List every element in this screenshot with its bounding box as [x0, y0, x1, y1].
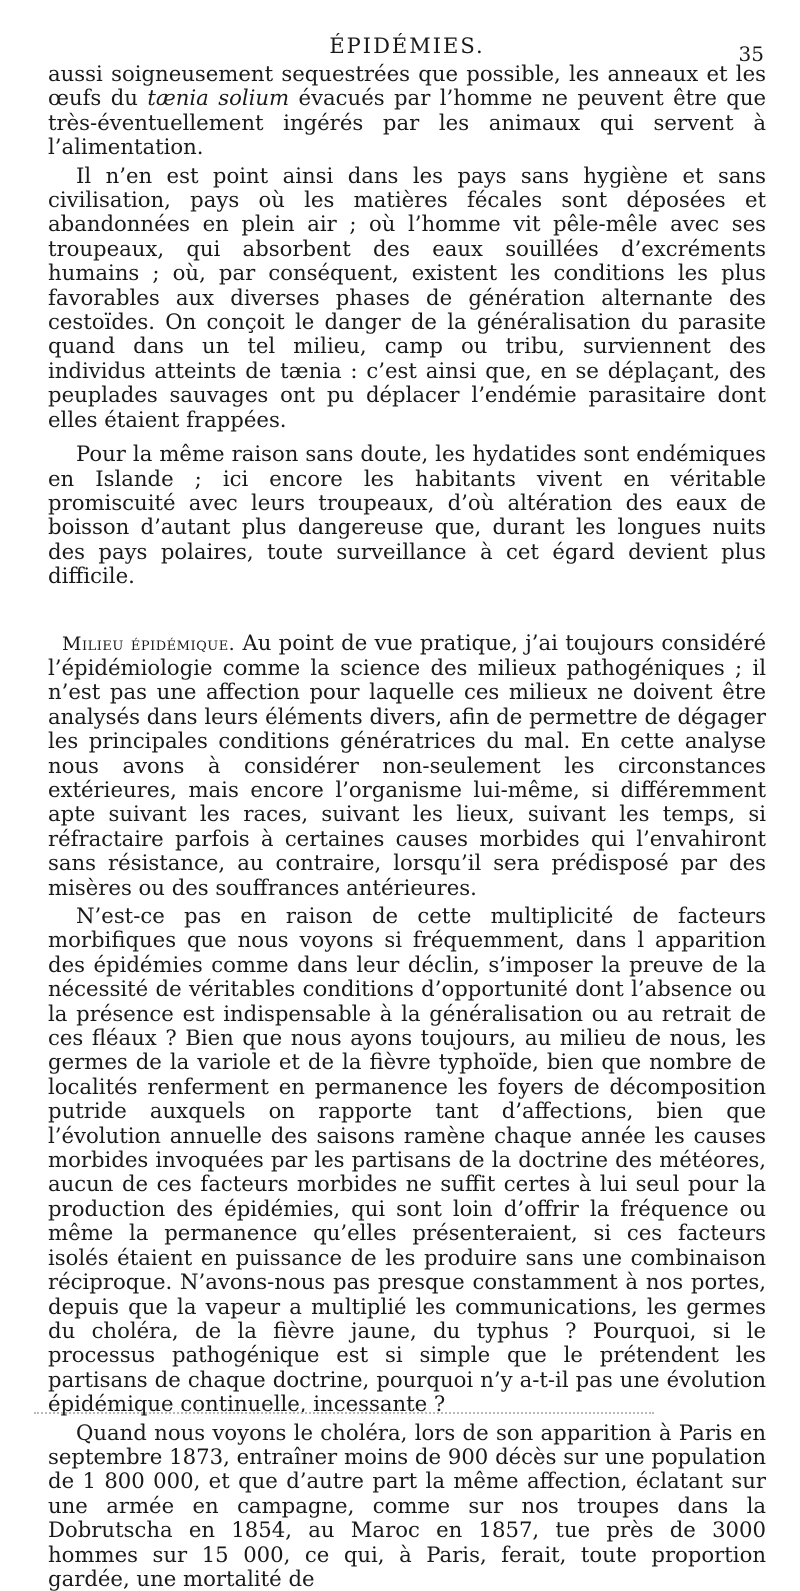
paragraph-text: Au point de vue pratique, j’ai toujours considéré l’épidémiologie comme la science des milieux pathogéniques ; il n’est pas une affection pour laquelle ces milieux ne doivent être analysés dans leurs éléments divers, afin de permettre de dégager les principales conditions génératrices du mal. En cette analyse nous avons à considérer non-seulement les circonstances extérieures, mais encore l’organisme lui-même, si différemment apte suivant les races, suivant les lieux, suivant les temps, si réfractaire parfois à certaines causes morbides qui l’envahiront sans résistance, au contraire, lorsqu’il sera prédisposé par des misères ou des souffrances antérieures.	[48, 629, 767, 900]
paragraph: Il n’en est point ainsi dans les pays sans hygiène et sans civilisation, pays où les matières fécales sont déposées et abandonnées en plein air ; où l’homme vit pêle-mêle avec ses troupeaux, qui absorbent des eaux souillées d’excréments humains ; où, par conséquent, existent les conditions les plus favorables aux diverses phases de génération alternante des cestoïdes. On conçoit le danger de la généralisation du parasite quand dans un tel milieu, camp ou tribu, surviennent des individus atteints de tænia : c’est ainsi que, en se déplaçant, des peuplades sauvages ont pu déplacer l’endémie parasitaire dont elles étaient frappées.	[48, 162, 766, 432]
body-text	[48, 62, 766, 1591]
footer-rule	[34, 1412, 654, 1414]
paragraph-continuation	[48, 62, 766, 160]
section-paragraph	[48, 631, 766, 900]
running-head	[48, 28, 766, 66]
paragraph: Quand nous voyons le choléra, lors de son apparition à Paris en septembre 1873, entraîner moins de 900 décès sur une population de 1 800 000, et que d’autre part la même affection, éclatant sur une armée en campagne, comme sur nos troupes dans la Dobrutscha en 1854, au Maroc en 1857, tue près de 3000 hommes sur 15 000, ce qui, à Paris, ferait, toute proportion gardée, une mortalité de	[48, 1419, 766, 1591]
italic-term: tænia solium	[147, 85, 290, 111]
running-title: ÉPIDÉMIES.	[329, 34, 485, 58]
paragraph: N’est-ce pas en raison de cette multiplicité de facteurs morbifiques que nous voyons si fréquemment, dans l apparition des épidémies comme dans leur déclin, s’imposer la preuve de la nécessité de véritables conditions d’opportunité dont l’absence ou la présence est indispensable à la généralisation ou au retrait de ces fléaux ? Bien que nous ayons toujours, au milieu de nous, les germes de la variole et de la fièvre typhoïde, bien que nombre de localités renferment en permanence les foyers de décomposition putride auxquels on rapporte tant d’affections, bien que l’évolution annuelle des saisons ramène chaque année les causes morbides invoquées par les partisans de la doctrine des météores, aucun de ces facteurs morbides ne suffit certes à lui seul pour la production des épidémies, qui sont loin d’offrir la fréquence ou même la permanence qu’elles présenteraient, si ces facteurs isolés étaient en puissance de les produire sans une combinaison réciproque. N’avons-nous pas presque constamment à nos portes, depuis que la vapeur a multiplié les communications, les germes du choléra, de la fièvre jaune, du typhus ? Pourquoi, si le processus pathogénique est si simple que le prétendent les partisans de chaque doctrine, pourquoi n’y a-t-il pas une évolution épidémique continuelle, incessante ?	[48, 903, 766, 1417]
paragraph: Pour la même raison sans doute, les hydatides sont endémiques en Islande ; ici encore les habitants vivent en véritable promiscuité avec leurs troupeaux, d’où altération des eaux de boisson d’autant plus dangereuse que, durant les longues nuits des pays polaires, toute surveillance à cet égard devient plus difficile.	[48, 441, 766, 589]
page-number: 35	[738, 42, 764, 66]
paragraph-text: évacués par l’homme ne peuvent être que très-éventuellement ingérés par les animaux qui servent à l’alimentation.	[48, 85, 767, 160]
paragraph-text: aussi soigneusement sequestrées que possible, les anneaux et les œufs du	[48, 61, 766, 111]
section-heading: Milieu épidémique.	[62, 632, 236, 655]
